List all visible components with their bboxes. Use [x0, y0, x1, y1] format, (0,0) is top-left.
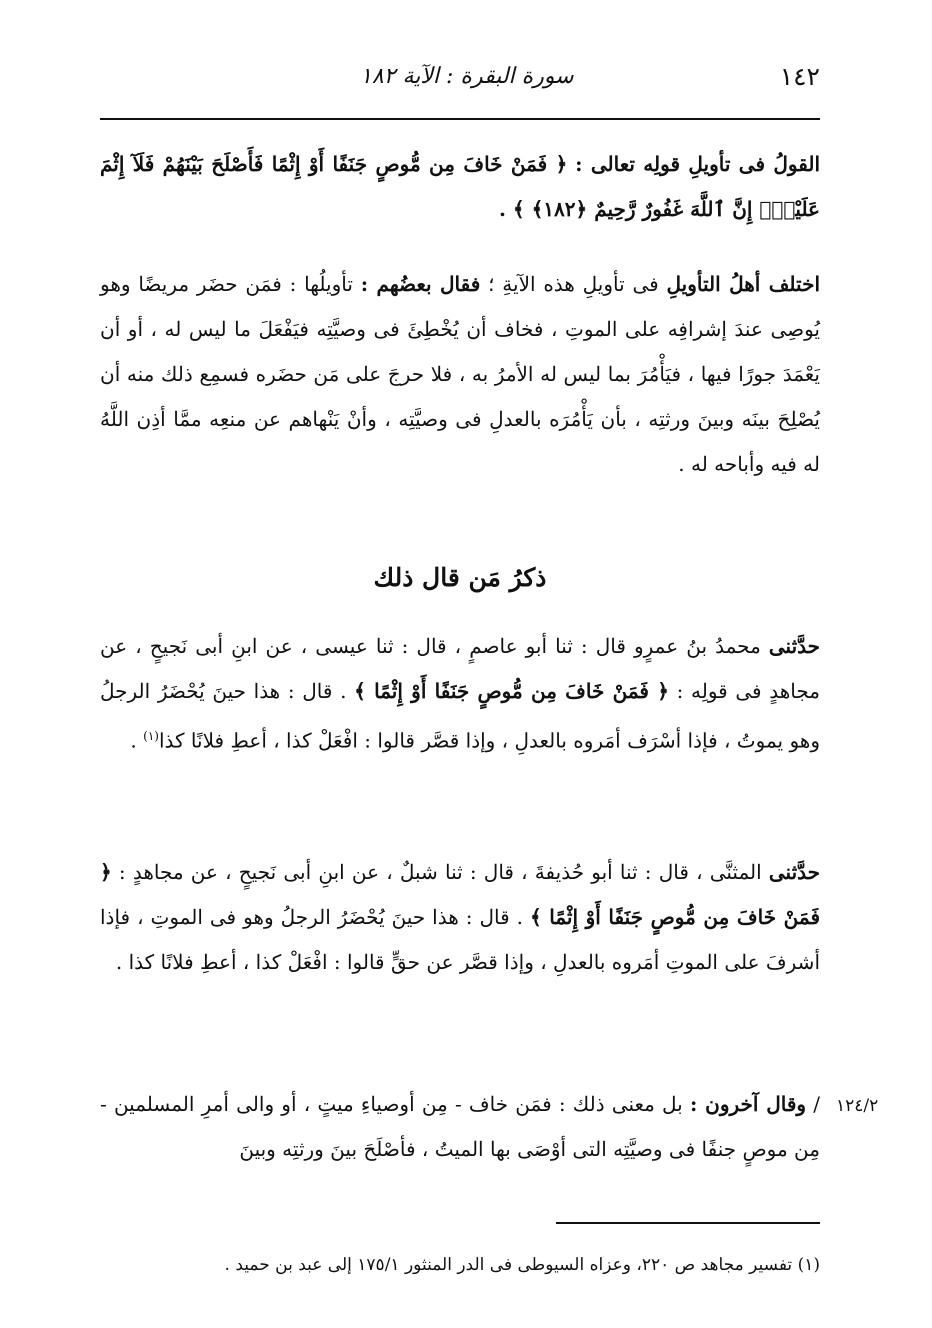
quran-verse: ﴿ فَمَنْ خَافَ مِن مُّوصٍ جَنَفًا أَوْ إِثْمًا فَأَصْلَحَ بَيْنَهُمْ فَلَآ إِثْمَ عَلَيْهِۚ إِنَّ ٱللَّهَ غَفُورٌ رَّحِيمٌ ﴿١٨٢﴾ ﴾ . [100, 152, 820, 221]
paragraph-text: تأويلُها : فمَن حضَر مريضًا وهو يُوصِى عندَ إشرافِه على الموتِ ، فخاف أن يُخْطِئَ فى وصيَّتِه فيَفْعَلَ ما ليس له ، أو أن يَعْمَدَ جورًا فيها ، فيَأْمُرَ بما ليس له الأمرُ به ، فلا حرجَ على مَن حضَره فسمِع ذلك منه أن يُصْلِحَ بينَه وبينَ ورثتِه ، بأن يَأْمُرَه بالعدلِ فى وصيَّتِه ، وأنْ يَنْهاهم عن منعِه ممَّا أذِن اللَّهُ له فيه وأباحه له . [100, 272, 820, 476]
paragraph-lead: حدَّثنى [768, 634, 820, 658]
quran-verse: ﴿ فَمَنْ خَافَ مِن مُّوصٍ جَنَفًا أَوْ إِثْمًا ﴾ [354, 679, 669, 703]
paragraph-lead: وقال آخرون : [689, 1092, 807, 1116]
paragraph-text: بل معنى ذلك : فمَن خاف - مِن أوصياءِ ميتٍ ، أو والى أمرِ المسلمين - مِن موصٍ جنفًا فى وصيَّتِه التى أوْصَى بها الميتُ ، فأصْلَحَ بينَ ورثتِه وبينَ [100, 1092, 820, 1161]
page-header [100, 56, 820, 112]
paragraph-lead: اختلف أهلُ التأويلِ [666, 272, 821, 296]
footnote-reference[interactable]: (١) [143, 729, 159, 743]
header-rule [100, 118, 820, 120]
running-title: سورة البقرة : الآية ١٨٢ [360, 64, 574, 89]
footnote-rule [556, 1222, 820, 1224]
paragraph-interpretation [100, 262, 820, 487]
page-break-marker: / [806, 1092, 821, 1116]
quran-verse: ﴿ فَمَنْ خَافَ مِن مُّوصٍ جَنَفًا أَوْ إِثْمًا ﴾ [100, 860, 820, 929]
section-heading: ذكرُ مَن قال ذلك [373, 563, 547, 592]
margin-reference: ١٢٤/٢ [836, 1096, 879, 1116]
paragraph-verse-heading [100, 142, 820, 232]
paragraph-text: . قال : هذا حينَ يُحْضَرُ الرجلُ وهو فى الموتِ ، فإذا أشرفَ على الموتِ أمَروه بالعدلِ ، وإذا قصَّر عن حقٍّ قالوا : افْعَلْ كذا ، أعطِ فلانًا كذا . [100, 905, 820, 974]
paragraph-lead: القولُ فى تأويلِ قولِه تعالى : [575, 152, 821, 176]
paragraph-text: . قال : هذا حينَ يُحْضَرُ الرجلُ وهو يموتُ ، فإذا أسْرَف أمَروه بالعدلِ ، وإذا قصَّر قالوا : افْعَلْ كذا ، أعطِ فلانًا كذا [100, 679, 820, 753]
paragraph-narration-1 [100, 624, 820, 764]
paragraph-text: المثنَّى ، قال : ثنا أبو حُذيفةَ ، قال : ثنا شبلٌ ، عن ابنِ أبى نَجيحٍ ، عن مجاهدٍ : [111, 860, 769, 884]
paragraph-lead-2: فقال بعضُهم : [360, 272, 481, 296]
paragraph-narration-2 [100, 850, 820, 985]
paragraph-text: محمدُ بنُ عمرٍو قال : ثنا أبو عاصمٍ ، قال : ثنا عيسى ، عن ابنِ أبى نَجيحٍ ، عن مجاهدٍ فى قولِه : [100, 634, 821, 703]
paragraph-end: . [130, 728, 144, 753]
paragraph-lead: حدَّثنى [768, 860, 820, 884]
paragraph-other-view [100, 1082, 820, 1172]
paragraph-text: فى تأويلِ هذه الآيةِ ؛ [480, 272, 667, 296]
page-number: ١٤٢ [779, 62, 820, 91]
footnote: (١) تفسير مجاهد ص ٢٢٠، وعزاه السيوطى فى الدر المنثور ١٧٥/١ إلى عبد بن حميد . [224, 1255, 820, 1275]
